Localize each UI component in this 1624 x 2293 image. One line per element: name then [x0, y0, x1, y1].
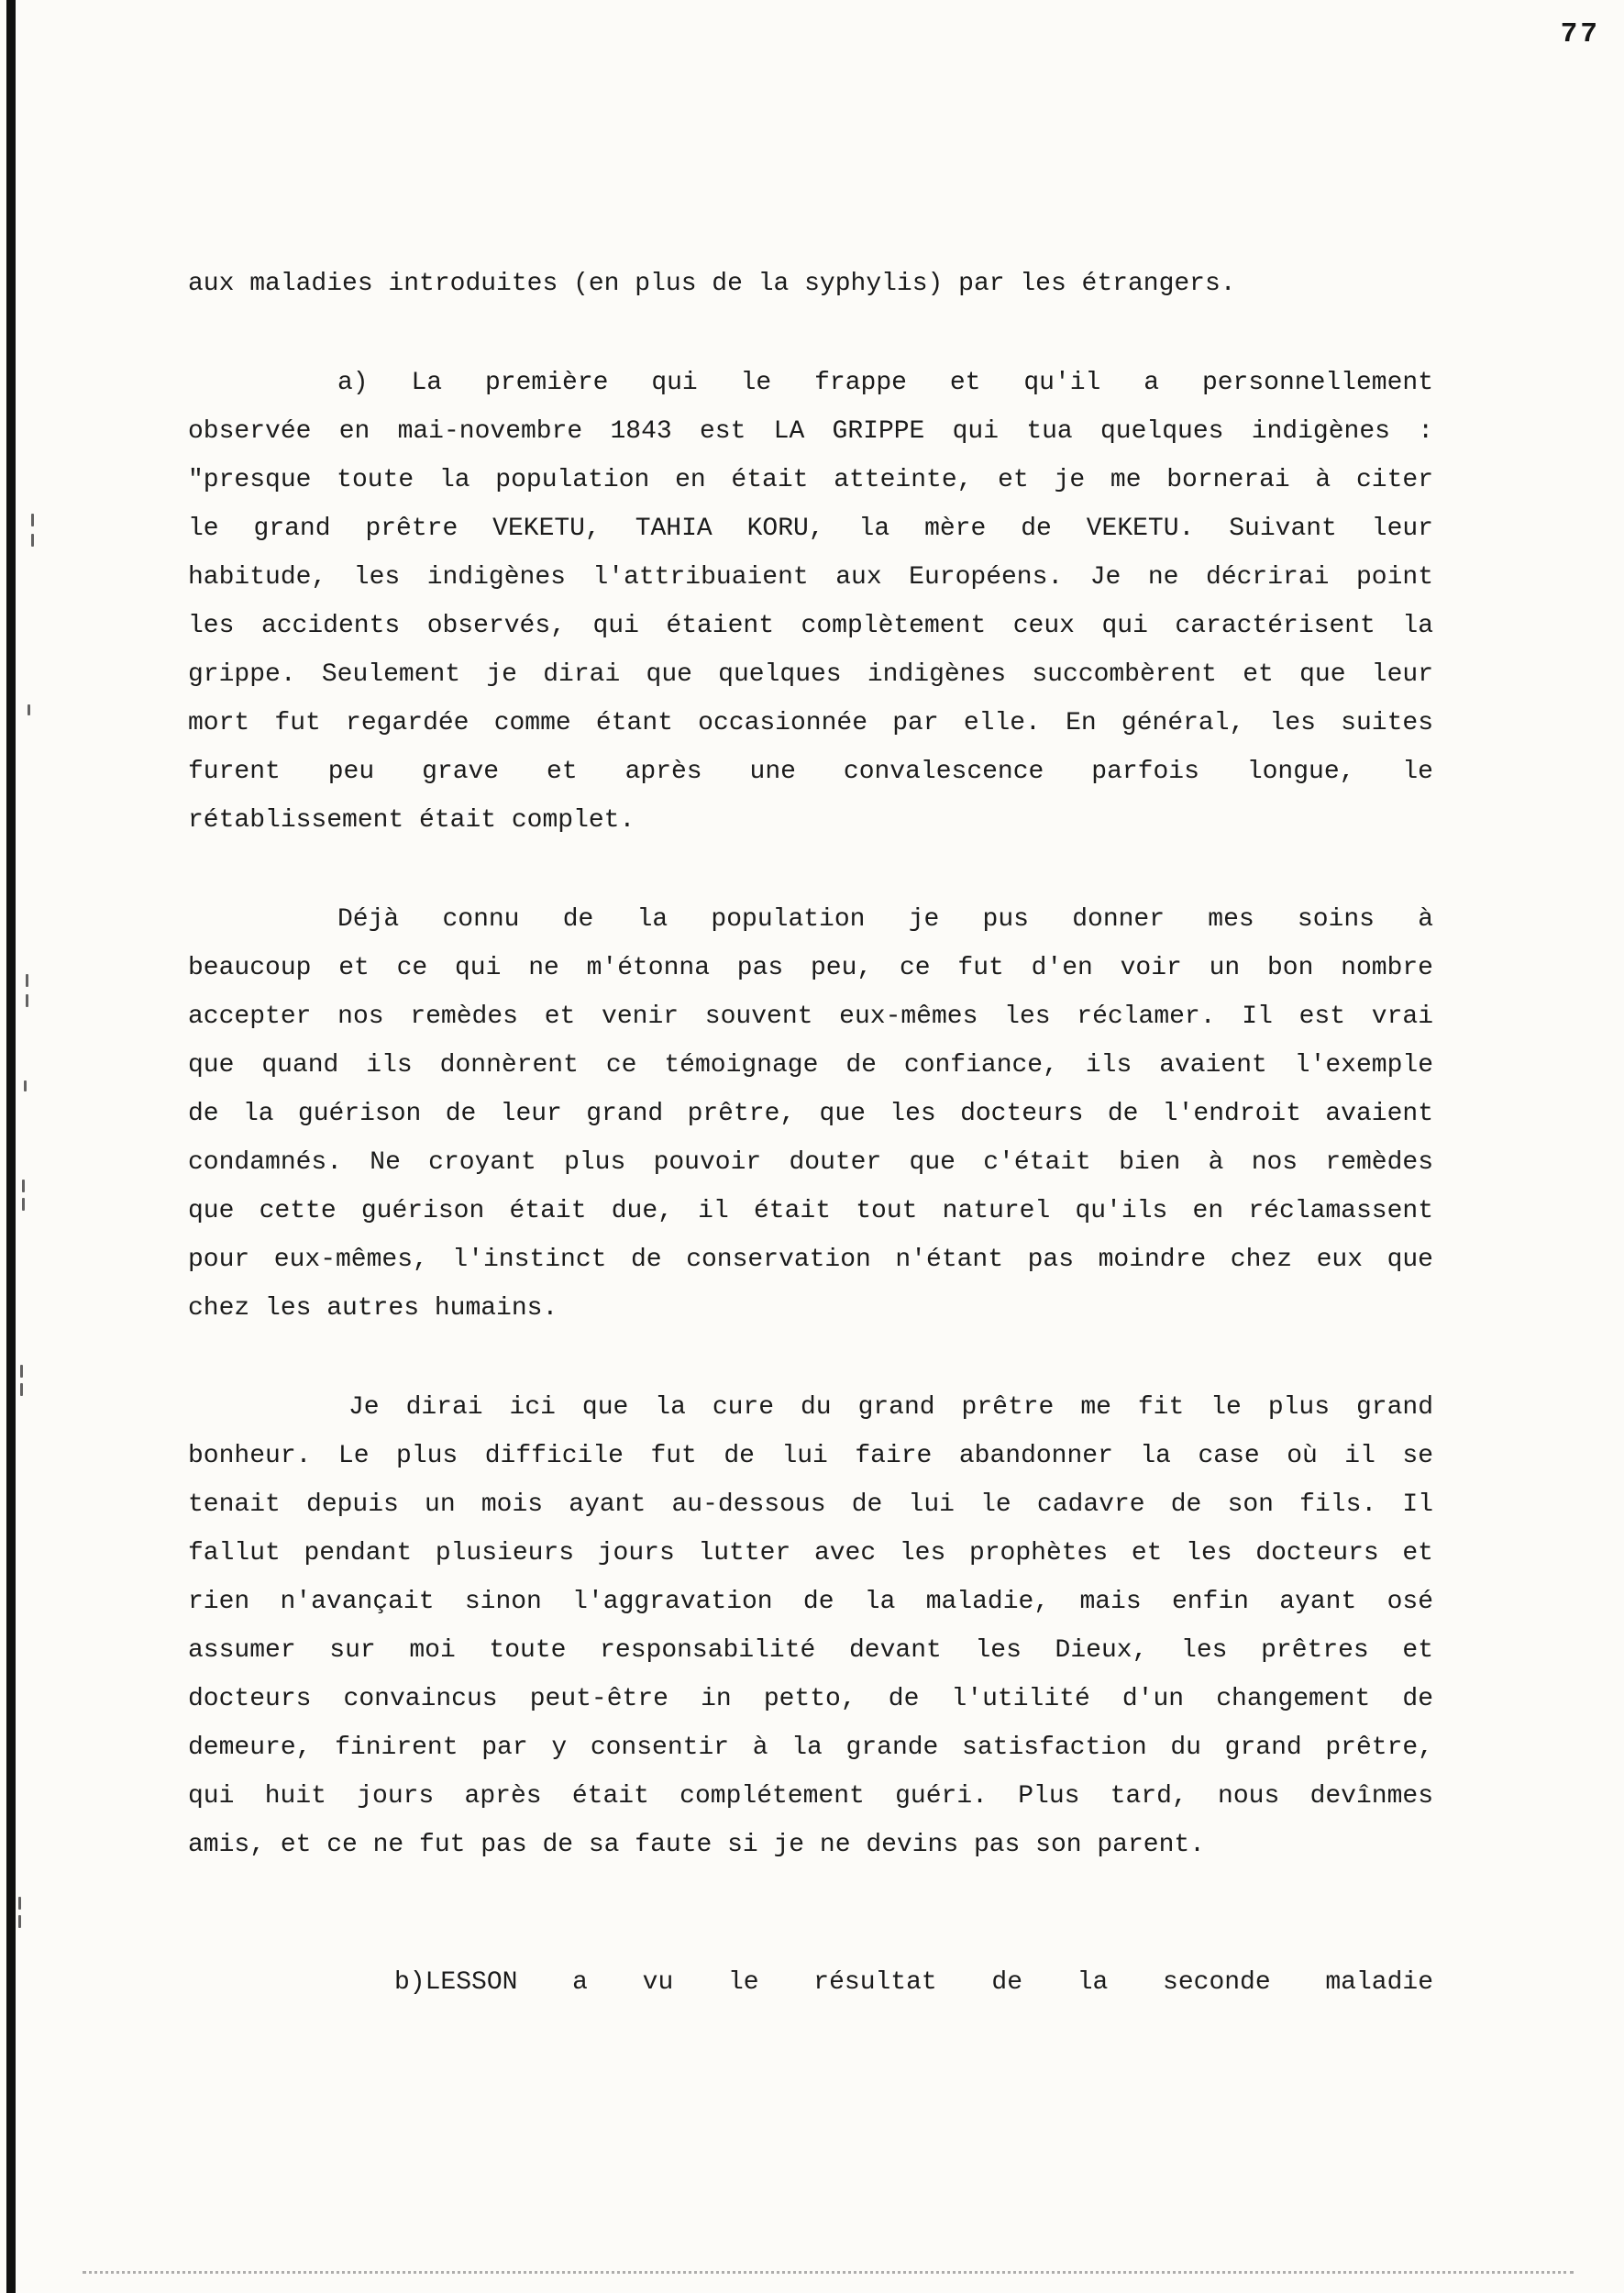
text-line: b)LESSON a vu le résultat de la seconde maladie [394, 1968, 1433, 1997]
text-line: habitude, les indigènes l'attribuaient aux Européens. Je ne décrirai point [188, 563, 1433, 592]
document-body [188, 260, 1433, 2007]
text-line: demeure, finirent par y consentir à la grande satisfaction du grand prêtre, [188, 1734, 1433, 1762]
scan-edge-line [6, 0, 16, 2293]
paragraph [188, 1383, 1433, 1869]
text-line: aux maladies introduites (en plus de la syphylis) par les étrangers. [188, 270, 1236, 298]
text-line: condamnés. Ne croyant plus pouvoir douter que c'était bien à nos remèdes [188, 1148, 1433, 1177]
text-line: furent peu grave et après une convalescence parfois longue, le [188, 758, 1433, 786]
text-line: pour eux-mêmes, l'instinct de conservation n'étant pas moindre chez eux que [188, 1246, 1433, 1274]
scan-artifact [22, 1198, 25, 1211]
text-line: "presque toute la population en était atteinte, et je me bornerai à citer [188, 466, 1433, 494]
scan-artifact [20, 1365, 23, 1378]
text-line: Je dirai ici que la cure du grand prêtre me fit le plus grand [348, 1393, 1433, 1422]
text-line: a) La première qui le frappe et qu'il a personnellement [337, 369, 1433, 397]
paragraph [188, 359, 1433, 845]
scan-artifact [22, 1180, 25, 1192]
text-line: le grand prêtre VEKETU, TAHIA KORU, la mère de VEKETU. Suivant leur [188, 515, 1433, 543]
scan-bottom-edge [83, 2271, 1574, 2274]
paragraph [188, 895, 1433, 1333]
text-line: rétablissement était complet. [188, 806, 635, 835]
text-line: assumer sur moi toute responsabilité devant les Dieux, les prêtres et [188, 1636, 1433, 1665]
scan-artifact [18, 1897, 21, 1910]
text-line: accepter nos remèdes et venir souvent eux-mêmes les réclamer. Il est vrai [188, 1002, 1433, 1031]
text-line: fallut pendant plusieurs jours lutter avec les prophètes et les docteurs et [188, 1539, 1433, 1567]
scan-artifact [26, 974, 28, 987]
text-line: rien n'avançait sinon l'aggravation de la maladie, mais enfin ayant osé [188, 1588, 1433, 1616]
text-line: les accidents observés, qui étaient complètement ceux qui caractérisent la [188, 612, 1433, 640]
paragraph [188, 1958, 1433, 2007]
scan-artifact [24, 1080, 27, 1091]
text-line: mort fut regardée comme étant occasionnée par elle. En général, les suites [188, 709, 1433, 737]
text-line: que cette guérison était due, il était tout naturel qu'ils en réclamassent [188, 1197, 1433, 1225]
text-line: chez les autres humains. [188, 1294, 558, 1323]
text-line: docteurs convaincus peut-être in petto, de l'utilité d'un changement de [188, 1685, 1433, 1713]
text-line: grippe. Seulement je dirai que quelques indigènes succombèrent et que leur [188, 660, 1433, 689]
paragraph [188, 260, 1433, 308]
text-line: que quand ils donnèrent ce témoignage de confiance, ils avaient l'exemple [188, 1051, 1433, 1080]
text-line: de la guérison de leur grand prêtre, que les docteurs de l'endroit avaient [188, 1100, 1433, 1128]
text-line: bonheur. Le plus difficile fut de lui faire abandonner la case où il se [188, 1442, 1433, 1470]
text-line: beaucoup et ce qui ne m'étonna pas peu, ce fut d'en voir un bon nombre [188, 954, 1433, 982]
scan-artifact [20, 1383, 23, 1396]
scan-artifact [31, 514, 34, 526]
scan-artifact [28, 704, 30, 715]
scan-artifact [31, 534, 34, 547]
text-line: observée en mai-novembre 1843 est LA GRIPPE qui tua quelques indigènes : [188, 417, 1433, 446]
text-line: qui huit jours après était complétement guéri. Plus tard, nous devînmes [188, 1782, 1433, 1811]
scan-artifact [26, 994, 28, 1007]
text-line: tenait depuis un mois ayant au-dessous de lui le cadavre de son fils. Il [188, 1490, 1433, 1519]
scan-artifact [18, 1915, 21, 1928]
text-line: amis, et ce ne fut pas de sa faute si je ne devins pas son parent. [188, 1831, 1205, 1859]
text-line: Déjà connu de la population je pus donner mes soins à [337, 905, 1433, 934]
page-number: 77 [1560, 18, 1600, 50]
